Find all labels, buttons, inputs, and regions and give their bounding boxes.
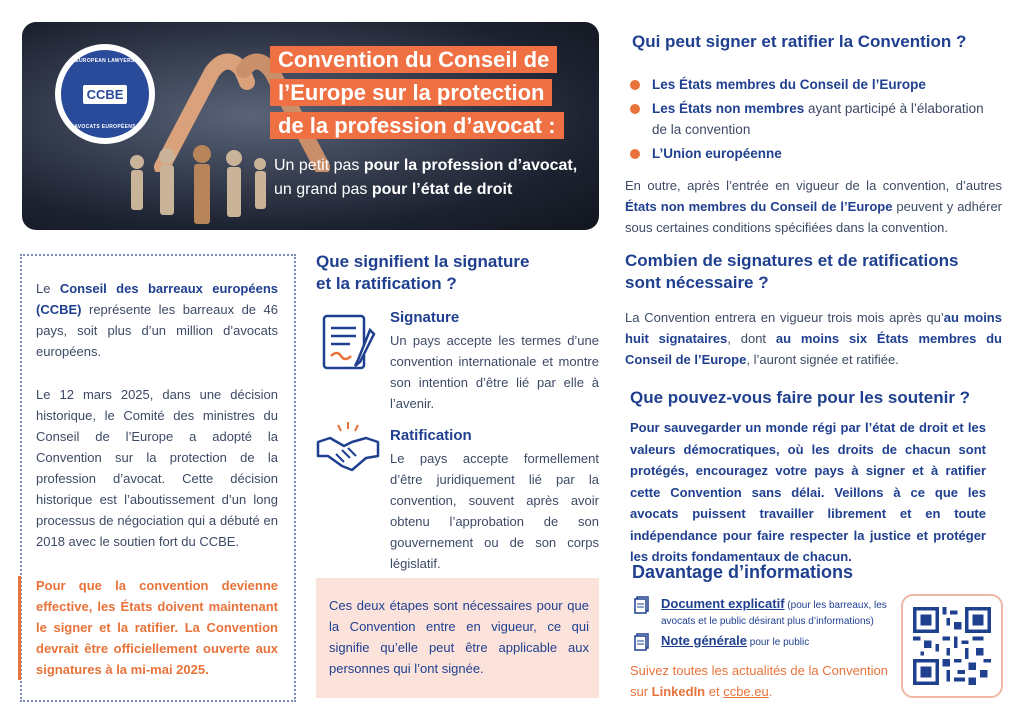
ratification-text: Le pays accepte formellement d’être juridiquement lié par la convention, souvent après avoir obtenu l’approbation de son gouvernement ou de son corps législatif. [390, 451, 599, 571]
more-info-heading: Davantage d’informations [632, 562, 854, 582]
who-can-sign-heading: Qui peut signer et ratifier la Convention ? [632, 32, 967, 51]
handshake-icon [314, 420, 382, 476]
qr-code[interactable] [901, 594, 1003, 698]
hero-title-line-1: Convention du Conseil de [270, 46, 557, 73]
support-paragraph: Pour sauvegarder un monde régi par l’état de droit et les valeurs démocratiques, où les droits de chacun sont protégés, encouragez votre pays à signer et à ratifier cette Convention sans délai. Veillons à ce que les avocats puissent travailler librement et en toute indépendance pour faire respecter la justice et protéger les droits fondamentaux de chacun. [630, 420, 986, 564]
list-item: Les États membres du Conseil de l’Europe [630, 74, 1000, 95]
historic-decision-paragraph: Le 12 mars 2025, dans une décision historique, le Comité des ministres du Conseil de l’Europe a adopté la Convention sur la protection de la profession d’avocat. Cette décision historique est l’aboutissement d’un long processus de négociation qui a débuté en 2018 avec le soutien fort du CCBE. [36, 387, 278, 549]
document-icon [634, 596, 650, 614]
list-item: Les États non membres ayant participé à l’élaboration de la convention [630, 98, 1000, 140]
signature-title: Signature [390, 309, 460, 326]
call-to-sign-paragraph: Pour que la convention devienne effective, les États doivent maintenant le signer et la ratifier. La Convention devrait être officiellement ouverte aux signatures à la mi-mai 2025. [36, 578, 278, 677]
explanatory-doc-item: Document explicatif (pour les barreaux, les avocats et le public désirant plus d’informations) [661, 596, 887, 627]
hero-title-line-2: l’Europe sur la protection [270, 79, 552, 106]
hero-title-line-3: de la profession d’avocat : [270, 112, 564, 139]
linkedin-link[interactable]: LinkedIn [651, 684, 706, 699]
paper-people-icon [122, 142, 272, 230]
steps-note-text: Ces deux étapes sont nécessaires pour que la Convention entre en vigueur, ce qui signifie qu’elle peut être applicable aux personnes qui l’ont signée. [329, 598, 589, 676]
ccbe-intro-paragraph: Le Conseil des barreaux européens (CCBE) représente les barreaux de 46 pays, soit plus d’un million d’avocats européens. [36, 281, 278, 359]
list-item: L’Union européenne [630, 143, 1000, 164]
hero-subtitle-2: un grand pas pour l’état de droit [274, 181, 513, 198]
ccbe-website-link[interactable]: ccbe.eu [723, 684, 769, 699]
explanatory-document-link[interactable]: Document explicatif [661, 596, 785, 611]
hero-banner [22, 22, 599, 230]
signatures-needed-heading: Combien de signatures et de ratifications sont nécessaire ? [625, 251, 959, 292]
signature-ratification-heading: Que signifient la signature et la ratification ? [316, 252, 530, 293]
document-icon [634, 633, 650, 651]
general-note-link[interactable]: Note générale [661, 633, 747, 648]
signature-text: Un pays accepte les termes d’une convention internationale et montre son intention d’être lié par elle à l’avenir. [390, 333, 599, 411]
hero-subtitle-1: Un petit pas pour la profession d’avocat, [274, 157, 578, 174]
follow-news-text: Suivez toutes les actualités de la Convention sur LinkedIn et ccbe.eu. [630, 663, 888, 699]
entry-into-force-paragraph: La Convention entrera en vigueur trois mois après qu’au moins huit signataires, dont au moins six États membres du Conseil de l’Europe, l’auront signée et ratifiée. [625, 310, 1003, 367]
how-to-support-heading: Que pouvez-vous faire pour les soutenir ? [630, 388, 971, 407]
ccbe-logo: EUROPEAN LAWYERS CCBE AVOCATS EUROPÉENS [55, 44, 155, 144]
qr-code-icon [913, 607, 991, 685]
document-pen-icon [318, 310, 380, 374]
ratification-title: Ratification [390, 427, 472, 444]
non-member-accession-paragraph: En outre, après l’entrée en vigueur de la convention, d’autres États non membres du Conseil de l’Europe peuvent y adhérer sous certaines conditions spécifiées dans la convention. [625, 178, 1003, 235]
callout-accent-bar [18, 576, 21, 680]
general-note-item: Note générale pour le public [661, 633, 810, 648]
signatories-list [630, 74, 1000, 167]
